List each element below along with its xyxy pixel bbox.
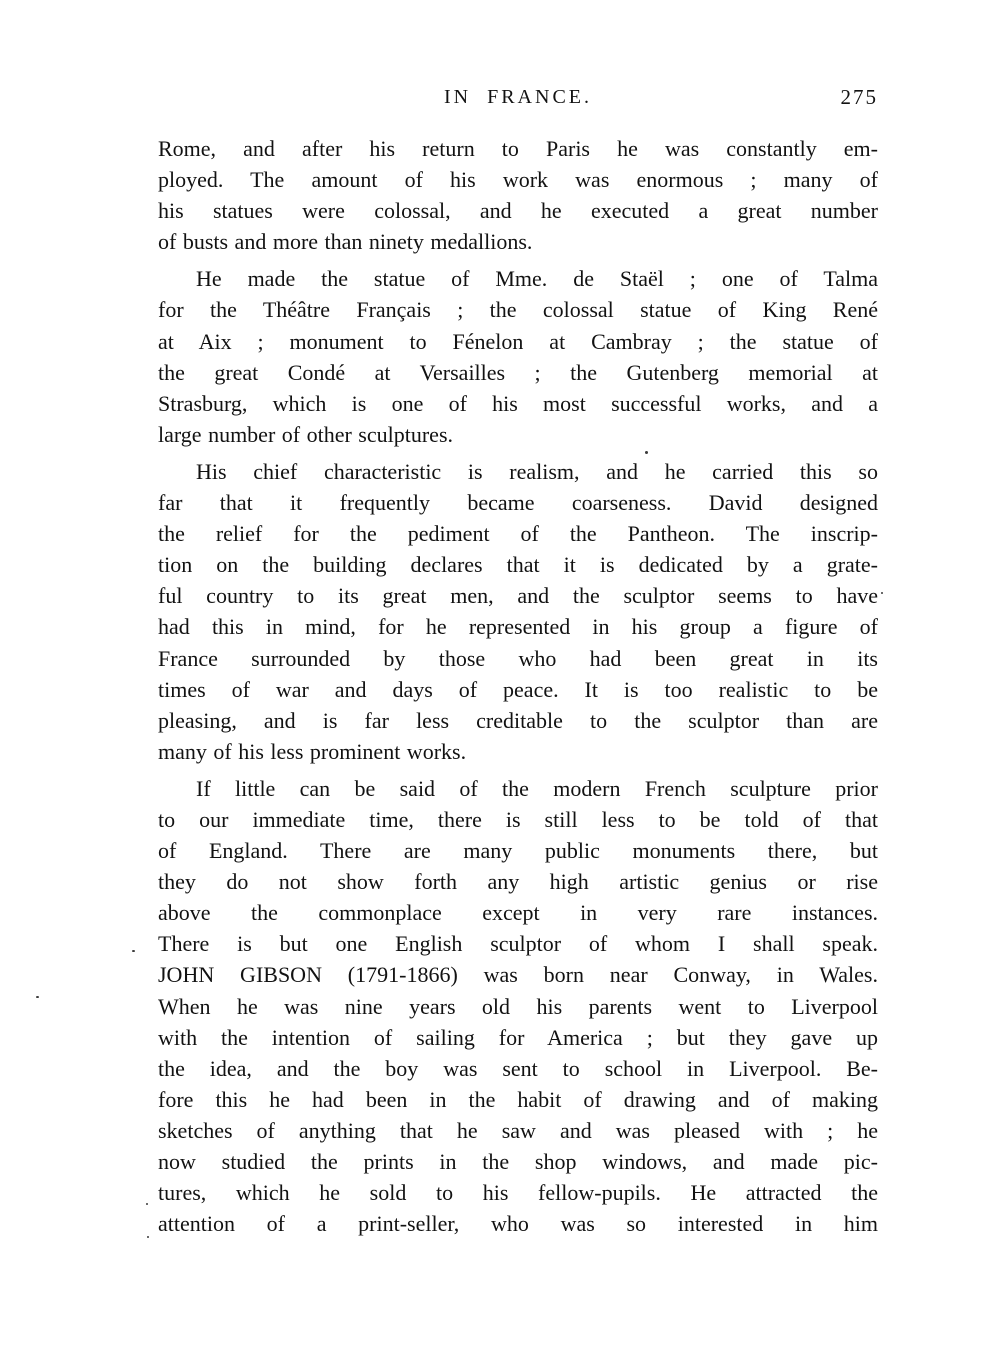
text-line: of busts and more than ninety medallions. [158,229,533,255]
text-line: the great Condé at Versailles ; the Gutenberg memorial at [158,359,878,385]
text-line: the relief for the pediment of the Pantheon. The inscrip- [158,521,878,547]
scan-speck [645,451,648,454]
paragraph [158,456,878,767]
text-line: the idea, and the boy was sent to school in Liverpool. Be- [158,1055,878,1081]
text-line: When he was nine years old his parents went to Liverpool [158,993,878,1019]
text-line: JOHN GIBSON (1791-1866) was born near Conway, in Wales. [158,962,878,988]
text-line: for the Théâtre Français ; the colossal statue of King René [158,297,878,323]
scan-speck [147,1236,149,1238]
scan-speck [146,1203,148,1205]
text-line: tures, which he sold to his fellow-pupils. He attracted the [158,1180,878,1206]
paragraph [158,263,878,450]
text-line: at Aix ; monument to Fénelon at Cambray ; the statue of [158,328,878,354]
text-line: large number of other sculptures. [158,421,454,447]
text-block [158,133,878,1239]
paragraph [158,773,878,1239]
page-header [158,86,878,116]
text-line: If little can be said of the modern French sculpture prior [196,775,878,801]
text-line: his statues were colossal, and he executed a great number [158,198,878,224]
scan-speck [881,592,883,594]
text-line: sketches of anything that he saw and was pleased with ; he [158,1117,878,1143]
text-line: Strasburg, which is one of his most successful works, and a [158,390,878,416]
text-line: He made the statue of Mme. de Staël ; one of Talma [196,266,878,292]
text-line: far that it frequently became coarseness. David designed [158,490,878,516]
paragraph [158,133,878,257]
page-number: 275 [840,85,878,109]
text-line: attention of a print-seller, who was so interested in him [158,1211,878,1237]
text-line: ful country to its great men, and the sculptor seems to have [158,583,878,609]
text-line: Rome, and after his return to Paris he was constantly em- [158,136,878,161]
text-line: ployed. The amount of his work was enormous ; many of [158,167,878,193]
text-line: many of his less prominent works. [158,738,467,764]
text-line: His chief characteristic is realism, and he carried this so [196,458,878,484]
scan-speck [132,950,135,952]
text-line: above the commonplace except in very rare instances. [158,900,878,926]
running-title: IN FRANCE. [443,86,592,108]
text-line: France surrounded by those who had been great in its [158,645,878,671]
text-line: had this in mind, for he represented in his group a figure of [158,614,878,640]
text-line: pleasing, and is far less creditable to the sculptor than are [158,707,878,733]
text-line: to our immediate time, there is still less to be told of that [158,806,878,832]
text-line: with the intention of sailing for America ; but they gave up [158,1024,878,1050]
scan-speck [36,996,39,998]
text-line: There is but one English sculptor of whom I shall speak. [158,931,878,957]
text-line: tion on the building declares that it is dedicated by a grate- [158,552,878,578]
text-line: they do not show forth any high artistic genius or rise [158,869,878,895]
text-line: now studied the prints in the shop windows, and made pic- [158,1149,878,1174]
text-line: fore this he had been in the habit of drawing and of making [158,1086,878,1112]
text-line: times of war and days of peace. It is too realistic to be [158,676,878,702]
text-line: of England. There are many public monuments there, but [158,838,878,864]
